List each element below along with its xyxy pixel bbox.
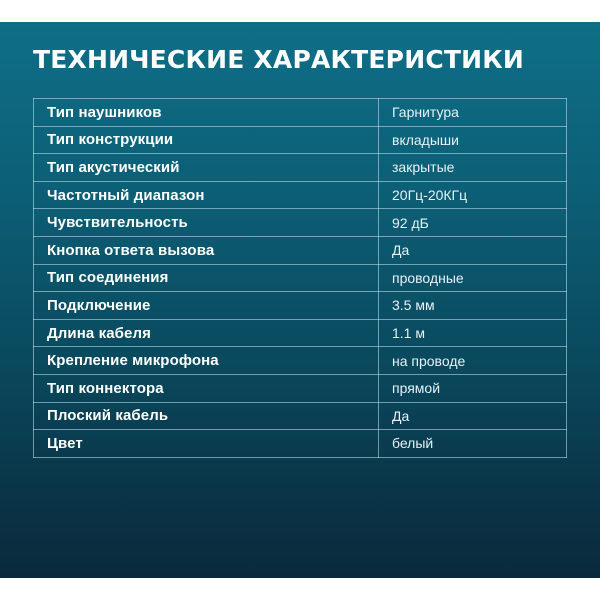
spec-value: 3.5 мм <box>379 292 567 320</box>
page-title: ТЕХНИЧЕСКИЕ ХАРАКТЕРИСТИКИ <box>33 45 525 74</box>
table-row <box>34 292 567 320</box>
spec-label: Тип акустический <box>34 154 379 182</box>
spec-value: на проводе <box>379 347 567 375</box>
table-row <box>34 181 567 209</box>
table-row <box>34 154 567 182</box>
spec-value: проводные <box>379 264 567 292</box>
spec-table <box>33 98 567 458</box>
spec-value: закрытые <box>379 154 567 182</box>
table-row <box>34 126 567 154</box>
spec-label: Частотный диапазон <box>34 181 379 209</box>
spec-label: Чувствительность <box>34 209 379 237</box>
spec-label: Тип коннектора <box>34 374 379 402</box>
spec-value: белый <box>379 430 567 458</box>
spec-label: Тип наушников <box>34 99 379 127</box>
spec-panel <box>0 22 600 578</box>
spec-label: Длина кабеля <box>34 319 379 347</box>
table-row <box>34 374 567 402</box>
table-row <box>34 236 567 264</box>
spec-value: Гарнитура <box>379 99 567 127</box>
table-row <box>34 319 567 347</box>
spec-label: Крепление микрофона <box>34 347 379 375</box>
spec-label: Тип соединения <box>34 264 379 292</box>
spec-label: Кнопка ответа вызова <box>34 236 379 264</box>
spec-value: Да <box>379 402 567 430</box>
table-row <box>34 264 567 292</box>
spec-label: Плоский кабель <box>34 402 379 430</box>
spec-value: 20Гц-20КГц <box>379 181 567 209</box>
spec-value: прямой <box>379 374 567 402</box>
spec-value: Да <box>379 236 567 264</box>
spec-label: Подключение <box>34 292 379 320</box>
table-row <box>34 430 567 458</box>
table-row <box>34 99 567 127</box>
spec-value: вкладыши <box>379 126 567 154</box>
spec-label: Тип конструкции <box>34 126 379 154</box>
table-row <box>34 347 567 375</box>
spec-label: Цвет <box>34 430 379 458</box>
spec-value: 1.1 м <box>379 319 567 347</box>
spec-value: 92 дБ <box>379 209 567 237</box>
table-row <box>34 402 567 430</box>
table-row <box>34 209 567 237</box>
